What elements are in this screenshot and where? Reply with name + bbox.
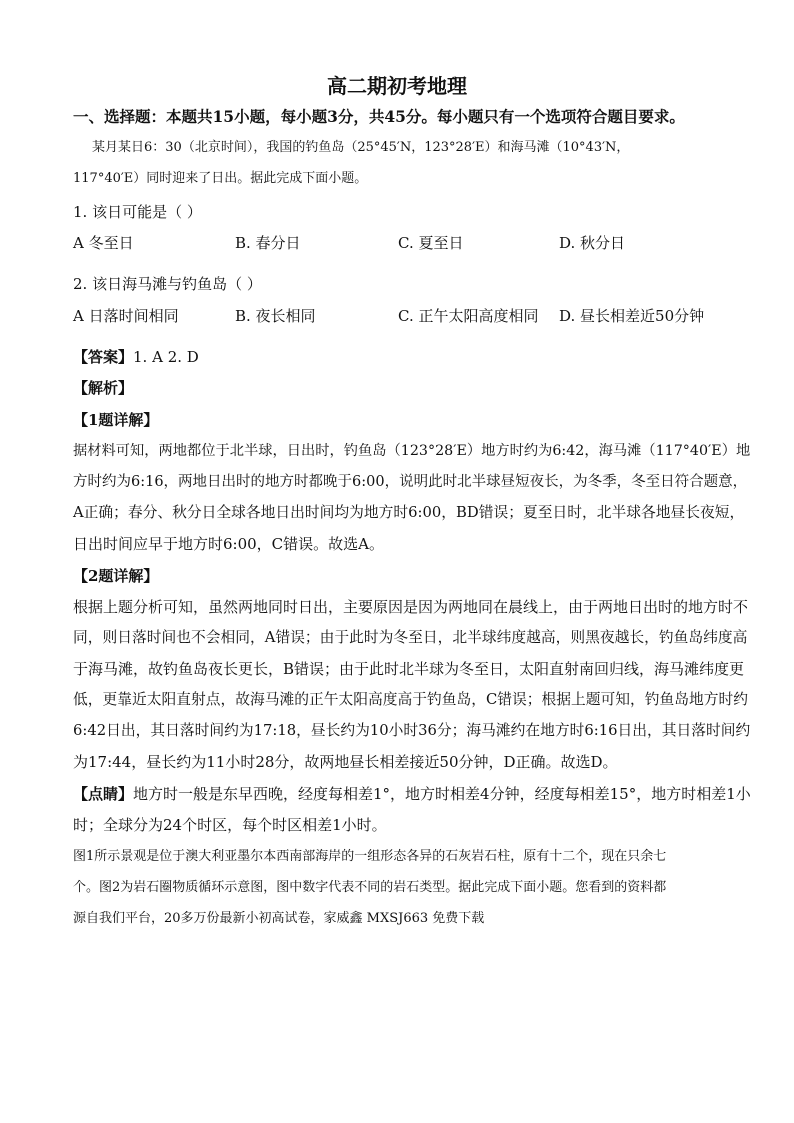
detail-1-line-1: 据材料可知，两地都位于北半球，日出时，钓鱼岛（123°28′E）地方时约为6:42，海马滩（117°40′E）地 [73, 443, 751, 459]
question-2-option-a: A 日落时间相同 [73, 307, 179, 325]
detail-1-line-2: 方时约为6:16，两地日出时的地方时都晚于6:00，说明此时北半球昼短夜长，为冬季，冬至日符合题意， [73, 474, 748, 490]
material-2-line-3: 源自我们平台，20多万份最新小初高试卷，家威鑫 MXSJ663 免费下载 [73, 911, 485, 926]
question-2-option-b: B. 夜长相同 [235, 307, 316, 325]
detail-2-label: 【2题详解】 [73, 567, 159, 585]
detail-1-label: 【1题详解】 [73, 411, 159, 429]
detail-2-line-5: 6:42日出，其日落时间约为17:18，昼长约为10小时36分；海马滩约在地方时6:16日出，其日落时间约 [73, 722, 751, 739]
answer-label: 【答案】 [73, 348, 134, 366]
detail-2-line-4: 低，更靠近太阳直射点，故海马滩的正午太阳高度高于钓鱼岛，C错误；根据上题可知，钓鱼岛地方时约 [73, 691, 749, 708]
tip-row [73, 784, 751, 804]
detail-2-line-3: 于海马滩，故钓鱼岛夜长更长，B错误；由于此时北半球为冬至日，太阳直射南回归线，海马滩纬度更 [73, 660, 745, 678]
analysis-label: 【解析】 [73, 379, 134, 397]
detail-2-line-2: 同，则日落时间也不会相同，A错误；由于此时为冬至日，北半球纬度越高，则黑夜越长，钓鱼岛纬度高 [73, 629, 748, 646]
detail-1-line-4: 日出时间应早于地方时6:00，C错误。故选A。 [73, 535, 384, 553]
detail-1-line-3: A正确；春分、秋分日全球各地日出时间均为地方时6:00，BD错误；夏至日时，北半球各地昼长夜短， [73, 504, 745, 521]
page-title: 高二期初考地理 [327, 74, 467, 98]
question-1-option-d: D. 秋分日 [559, 234, 626, 252]
section-header: 一、选择题：本题共15小题，每小题3分，共45分。每小题只有一个选项符合题目要求。 [73, 107, 685, 126]
answer-text: 1. A 2. D [133, 348, 199, 366]
material-1-line-2: 117°40′E）同时迎来了日出。据此完成下面小题。 [73, 171, 368, 186]
material-2-line-2: 个。图2为岩石圈物质循环示意图，图中数字代表不同的岩石类型。据此完成下面小题。您看到的资料都 [73, 880, 667, 895]
question-2-stem: 2. 该日海马滩与钓鱼岛（ ） [73, 275, 262, 293]
question-1-option-b: B. 春分日 [235, 234, 301, 252]
detail-2-line-1: 根据上题分析可知，虽然两地同时日出，主要原因是因为两地同在晨线上，由于两地日出时的地方时不 [73, 598, 749, 616]
question-2-option-c: C. 正午太阳高度相同 [398, 307, 539, 325]
question-1-stem: 1. 该日可能是（ ） [73, 203, 202, 221]
question-1-option-a: A 冬至日 [73, 234, 134, 252]
question-1-option-c: C. 夏至日 [398, 234, 464, 252]
question-2-option-d: D. 昼长相差近50分钟 [559, 307, 705, 325]
answer-row [73, 347, 199, 367]
material-2-line-1: 图1所示景观是位于澳大利亚墨尔本西南部海岸的一组形态各异的石灰岩石柱，原有十二个，现在只余七 [73, 849, 667, 864]
tip-label: 【点睛】 [73, 785, 134, 803]
tip-line-2: 时；全球分为24个时区，每个时区相差1小时。 [73, 816, 387, 834]
material-1-line-1: 某月某日6：30（北京时间），我国的钓鱼岛（25°45′N，123°28′E）和海马滩（10°43′N， [92, 140, 630, 155]
tip-line-1: 地方时一般是东早西晚，经度每相差1°，地方时相差4分钟，经度每相差15°，地方时相差1小 [133, 785, 751, 803]
detail-2-line-6: 为17:44，昼长约为11小时28分，故两地昼长相差接近50分钟，D正确。故选D。 [73, 753, 618, 771]
